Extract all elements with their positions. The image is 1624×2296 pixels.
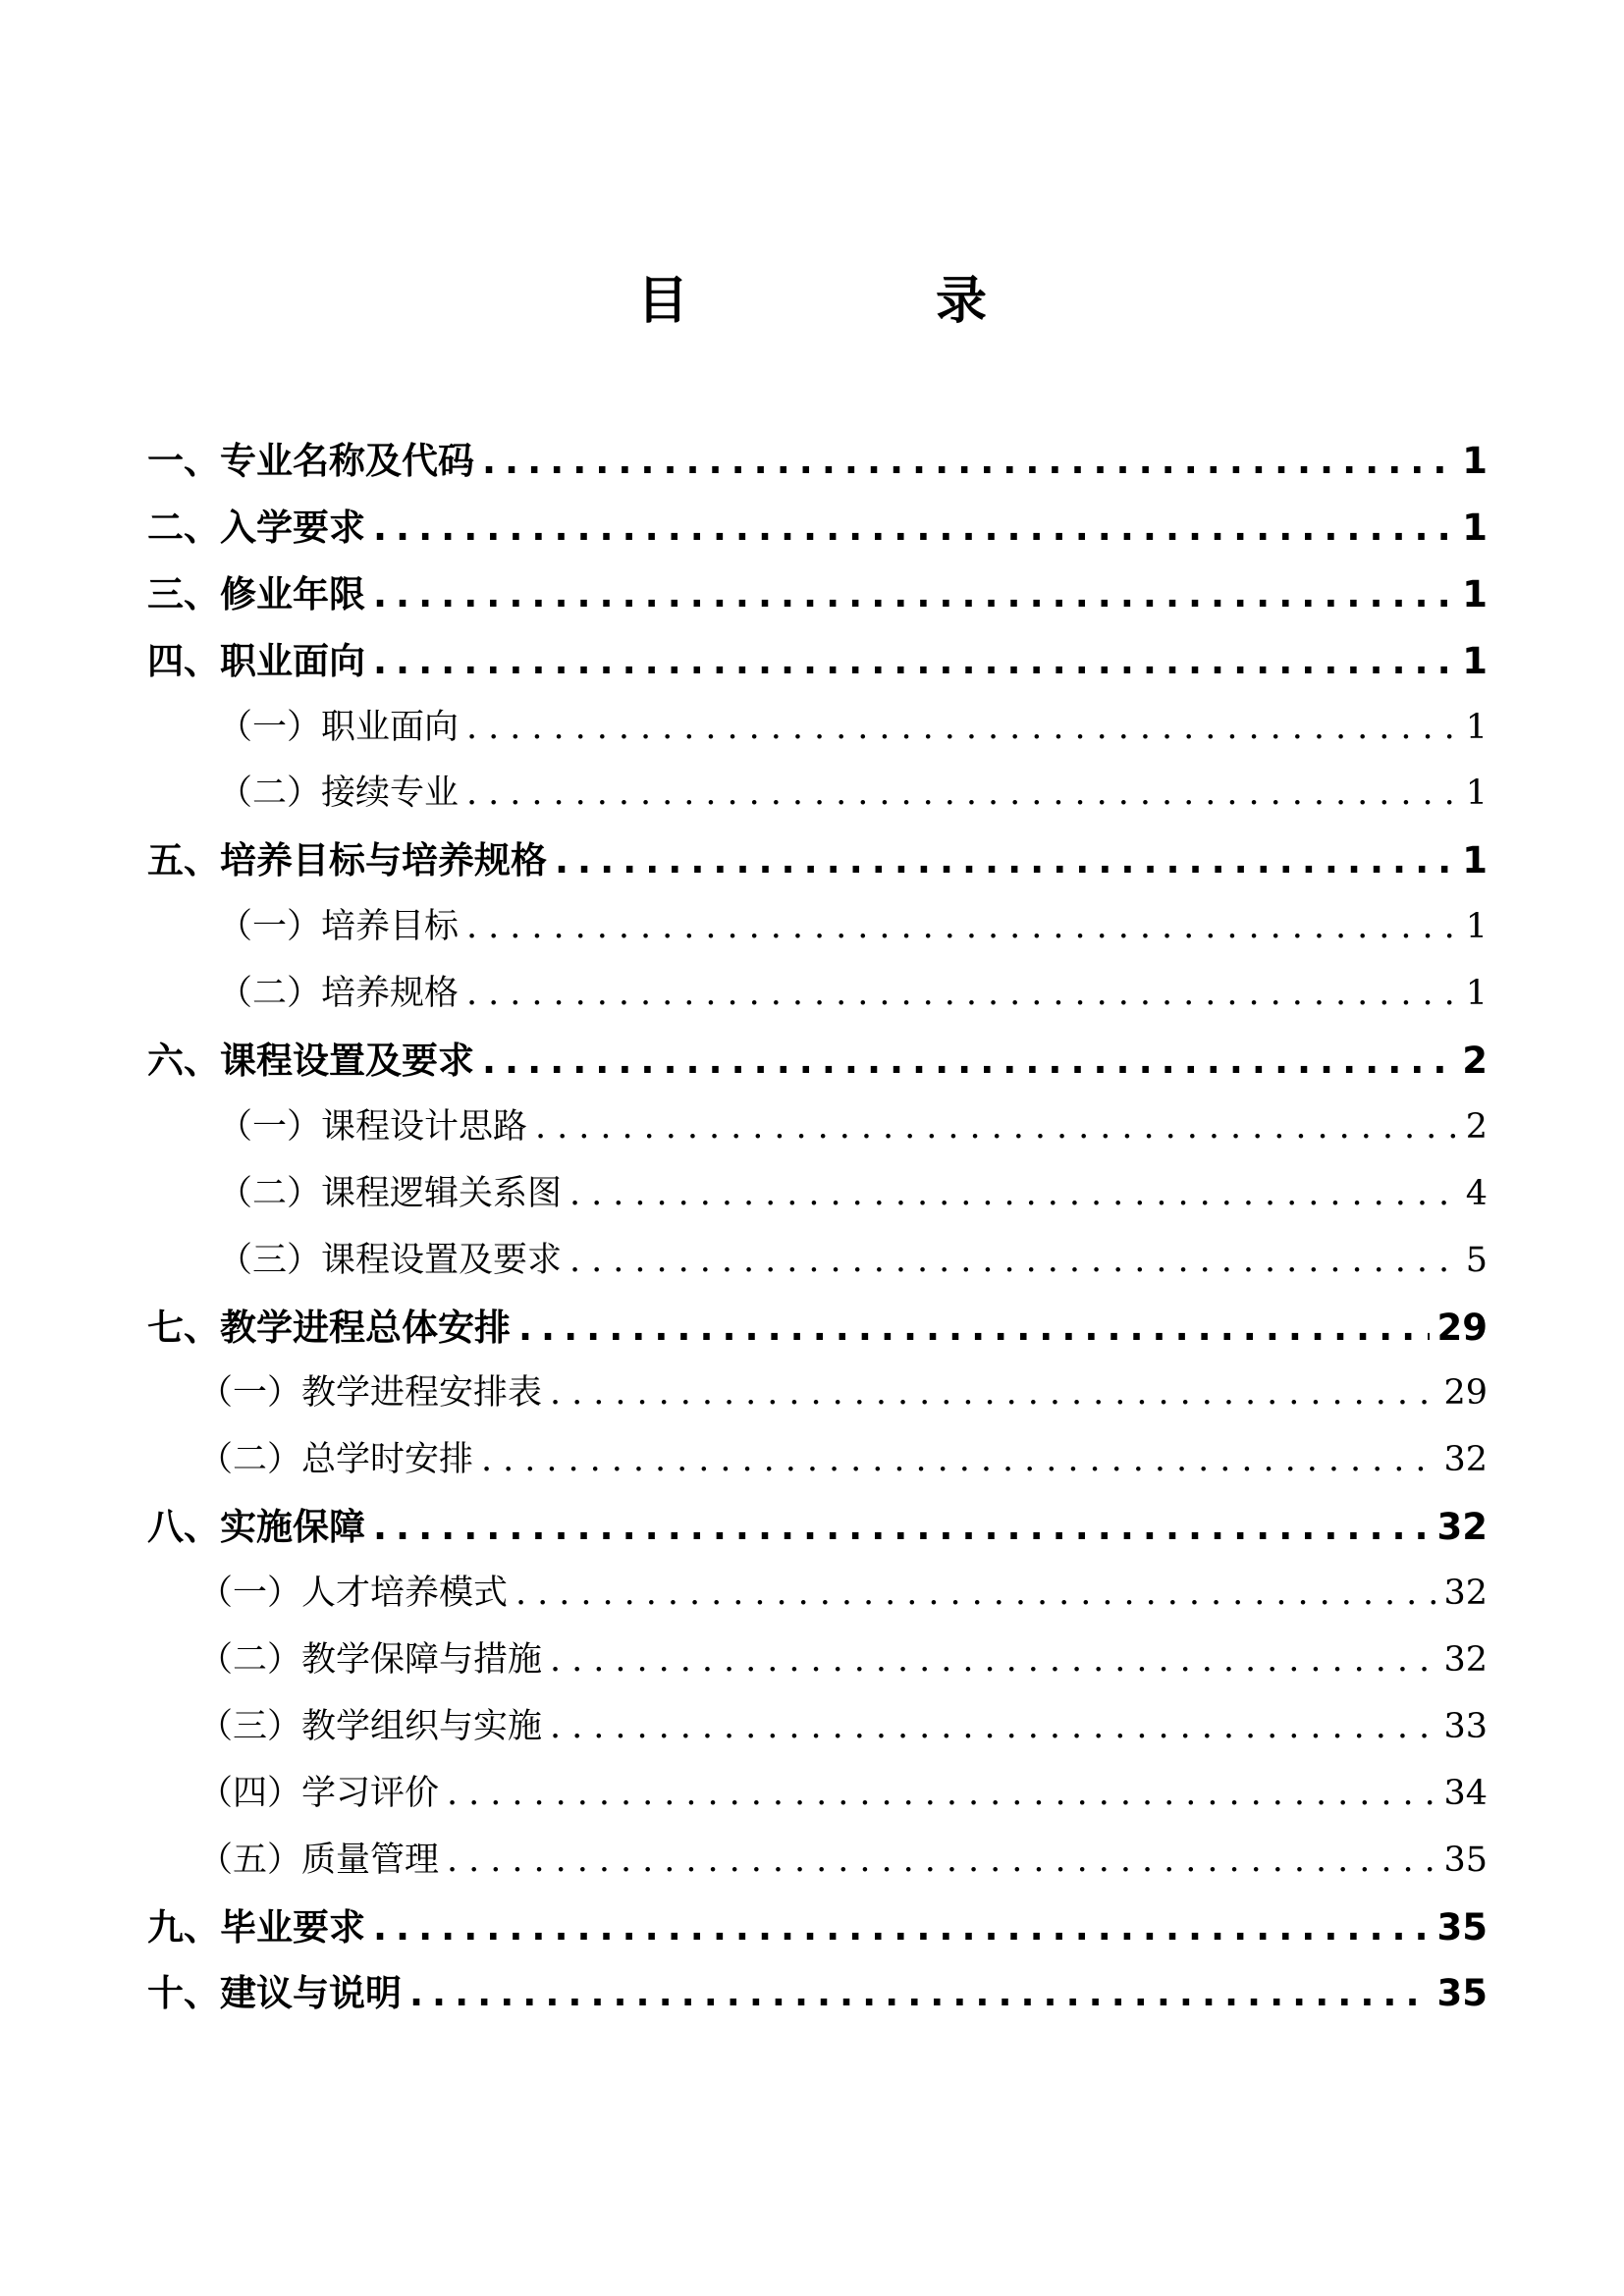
toc-entry-label: （一）教学进程安排表 [198,1373,543,1414]
toc-entry-page: 1 [1465,974,1488,1014]
toc-entry-label: 十、建议与说明 [147,1972,402,2015]
toc-entry-label: （一）培养目标 [218,907,460,947]
toc-entry-page: 34 [1443,1773,1488,1813]
toc-entry-page: 32 [1436,1506,1488,1549]
toc-dot-leader [482,1028,1454,1095]
toc-entry-label: 八、实施保障 [147,1506,365,1549]
toc-subentry[interactable] [147,695,1488,762]
toc-entry-label: 六、课程设置及要求 [147,1040,474,1083]
toc-entry-page: 1 [1465,774,1488,814]
toc-subentry[interactable] [147,1828,1488,1895]
toc-entry-page: 1 [1465,907,1488,947]
toc-subentry[interactable] [147,1361,1488,1427]
toc-entry[interactable] [147,1494,1488,1561]
toc-entry-page: 33 [1443,1706,1488,1746]
toc-entry-label: 七、教学进程总体安排 [147,1306,511,1349]
toc-subentry[interactable] [147,1561,1488,1628]
toc-dot-leader [515,1561,1435,1628]
toc-entry-label: 一、专业名称及代码 [147,440,474,482]
toc-entry-page: 4 [1465,1173,1488,1213]
toc-entry-label: （二）教学保障与措施 [198,1640,543,1681]
toc-subentry[interactable] [147,1161,1488,1228]
toc-entry-label: （一）职业面向 [218,707,460,747]
toc-subentry[interactable] [147,1427,1488,1494]
toc-entry-page: 2 [1462,1040,1488,1083]
toc-entry-label: （二）课程逻辑关系图 [218,1173,563,1213]
toc-dot-leader [482,428,1454,495]
toc-entry-page: 35 [1443,1840,1488,1880]
toc-dot-leader [550,1361,1435,1427]
toc-entry[interactable] [147,1960,1488,2027]
toc-entry[interactable] [147,1895,1488,1961]
toc-dot-leader [373,1895,1430,1961]
toc-subentry[interactable] [147,961,1488,1028]
toc-entry-page: 29 [1436,1306,1488,1349]
page-title: 目 录 [636,272,1085,331]
toc-entry-label: 九、毕业要求 [147,1905,365,1949]
toc-subentry[interactable] [147,1694,1488,1761]
toc-subentry[interactable] [147,1095,1488,1161]
toc-dot-leader [569,1228,1456,1295]
toc-dot-leader [466,961,1456,1028]
toc-entry-label: （一）人才培养模式 [198,1574,509,1614]
toc-entry-page: 32 [1443,1440,1488,1480]
toc-entry-label: （二）培养规格 [218,974,460,1014]
toc-entry[interactable] [147,1295,1488,1362]
toc-dot-leader [373,561,1454,628]
toc-entry[interactable] [147,1028,1488,1095]
toc-dot-leader [518,1295,1430,1362]
toc-subentry[interactable] [147,894,1488,961]
toc-entry-label: （五）质量管理 [198,1840,440,1880]
toc-dot-leader [447,1828,1435,1895]
toc-entry-label: （一）课程设计思路 [218,1106,528,1147]
toc-dot-leader [569,1161,1456,1228]
toc-entry-page: 1 [1462,639,1488,682]
toc-entry-page: 32 [1443,1640,1488,1681]
toc-dot-leader [447,1761,1435,1828]
toc-entry[interactable] [147,561,1488,628]
toc-entry-page: 35 [1436,1972,1488,2015]
toc-subentry[interactable] [147,1228,1488,1295]
toc-entry-page: 1 [1465,707,1488,747]
toc-entry-label: 五、培养目标与培养规格 [147,839,547,882]
toc-entry[interactable] [147,828,1488,894]
toc-entry-page: 35 [1436,1905,1488,1949]
toc-subentry[interactable] [147,1761,1488,1828]
toc-entry-label: （四）学习评价 [198,1773,440,1813]
toc-dot-leader [466,894,1456,961]
toc-dot-leader [550,1694,1435,1761]
toc-entry-label: 三、修业年限 [147,572,365,615]
toc-dot-leader [550,1628,1435,1694]
toc-entry-label: （二）接续专业 [218,774,460,814]
toc-entry-label: （二）总学时安排 [198,1440,474,1480]
toc-dot-leader [373,628,1454,695]
toc-entry-page: 2 [1465,1106,1488,1147]
toc-entry[interactable] [147,628,1488,695]
toc-subentry[interactable] [147,1628,1488,1694]
toc-entry-label: （三）教学组织与实施 [198,1706,543,1746]
toc-entry-page: 1 [1462,440,1488,482]
toc-entry-page: 1 [1462,839,1488,882]
table-of-contents [147,428,1488,2027]
toc-entry-page: 32 [1443,1574,1488,1614]
toc-dot-leader [409,1960,1430,2027]
toc-entry[interactable] [147,495,1488,561]
toc-entry-label: 四、职业面向 [147,639,365,682]
toc-entry-label: 二、入学要求 [147,506,365,549]
toc-entry-page: 5 [1465,1240,1488,1280]
toc-entry-label: （三）课程设置及要求 [218,1240,563,1280]
toc-dot-leader [466,695,1456,762]
toc-entry-page: 29 [1443,1373,1488,1414]
toc-dot-leader [373,495,1454,561]
toc-subentry[interactable] [147,761,1488,828]
toc-dot-leader [481,1427,1435,1494]
toc-entry-page: 1 [1462,506,1488,549]
toc-entry-page: 1 [1462,572,1488,615]
toc-dot-leader [373,1494,1430,1561]
toc-dot-leader [466,761,1456,828]
toc-dot-leader [535,1095,1456,1161]
toc-dot-leader [555,828,1454,894]
toc-entry[interactable] [147,428,1488,495]
